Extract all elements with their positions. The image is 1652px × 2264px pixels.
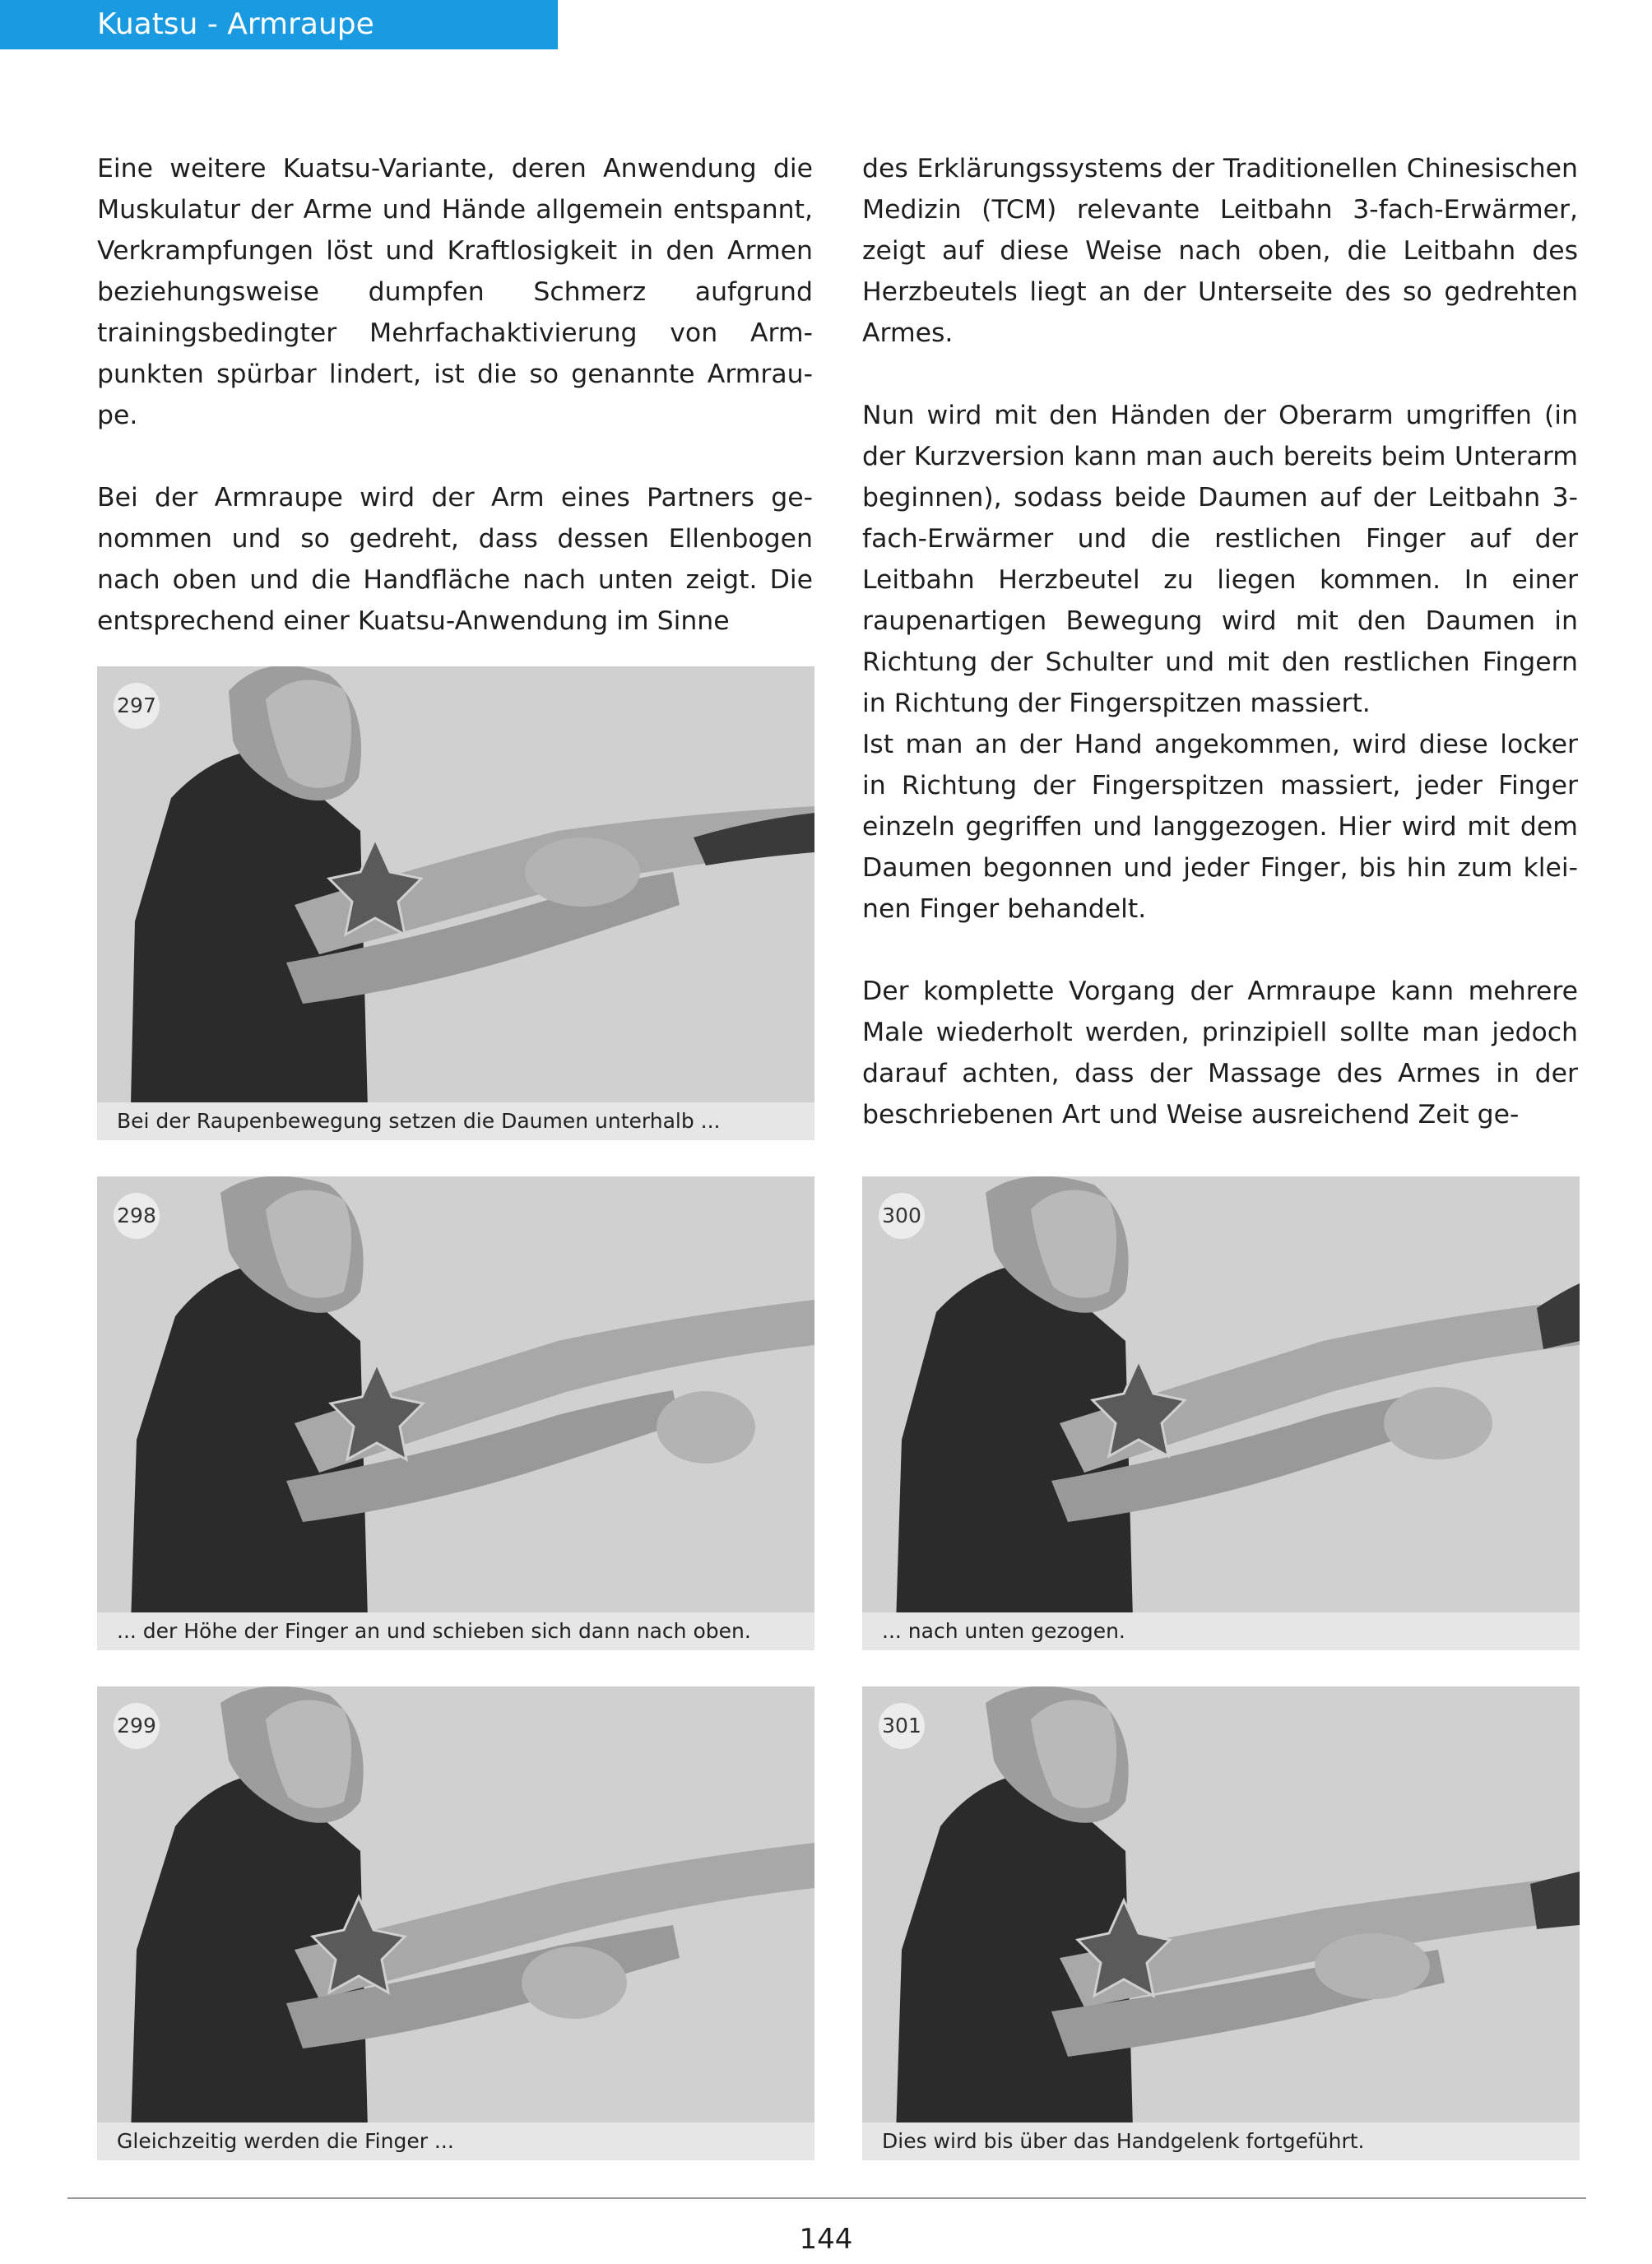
- paragraph: Bei der Armraupe wird der Arm eines Partners genommen und so gedreht, dass dessen Ellenbogen nach oben und die Handfläche nach unten zeigt. Die entsprechend einer Kuatsu-Anwendung im Sinne: [97, 483, 813, 636]
- figure-caption: Dies wird bis über das Handgelenk fortgeführt.: [862, 2122, 1580, 2160]
- footer-divider: [67, 2197, 1586, 2199]
- figure-number-badge: 301: [879, 1703, 925, 1749]
- photo-armraupe: [862, 1176, 1580, 1650]
- paragraph: Der komplette Vorgang der Armraupe kann mehrere Male wiederholt werden, prinzipiell sollte man jedoch darauf achten, dass der Massage des Armes in der beschriebenen Art und Weise ausreichend Zeit ge-: [862, 977, 1578, 1130]
- paragraph: des Erklärungssystems der Traditionellen Chinesischen Medizin (TCM) relevante Leitbahn 3-fach-Erwärmer, zeigt auf diese Weise nach oben, die Leitbahn des Herzbeutels liegt an der Unterseite des so gedrehten Armes.: [862, 154, 1578, 348]
- paragraph: Nun wird mit den Händen der Oberarm umgriffen (in der Kurzversion kann man auch bereits beim Unterarm beginnen), sodass beide Daumen auf der Leitbahn 3-fach-Erwärmer und die restlichen Finger auf der Leitbahn Herzbeutel zu liegen kommen. In einer raupenartigen Bewegung wird mit den Daumen in Richtung der Schulter und mit den restlichen Fingern in Richtung der Fingerspitzen massiert.: [862, 401, 1578, 718]
- figure-number-badge: 298: [114, 1193, 160, 1239]
- figure-300: [862, 1176, 1580, 1650]
- figure-297: [97, 666, 814, 1140]
- photo-armraupe: [97, 666, 814, 1140]
- paragraph: Eine weitere Kuatsu-Variante, deren Anwendung die Muskulatur der Arme und Hände allgemein entspannt, Verkrampfungen löst und Kraftlosigkeit in den Armen beziehungsweise dumpfen Schmerz aufgrund trainingsbedingter Mehrfachaktivierung von Armpunkten spürbar lindert, ist die so genannte Armraupe.: [97, 154, 813, 430]
- figure-caption: Gleichzeitig werden die Finger ...: [97, 2122, 814, 2160]
- figure-number-badge: 300: [879, 1193, 925, 1239]
- figure-caption: ... der Höhe der Finger an und schieben sich dann nach oben.: [97, 1612, 814, 1650]
- figure-301: [862, 1686, 1580, 2160]
- figure-299: [97, 1686, 814, 2160]
- photo-armraupe: [862, 1686, 1580, 2160]
- photo-armraupe: [97, 1686, 814, 2160]
- left-text-column: [97, 148, 813, 642]
- figure-number-badge: 297: [114, 683, 160, 729]
- paragraph: Ist man an der Hand angekommen, wird diese locker in Richtung der Fingerspitzen massiert, jeder Finger einzeln gegriffen und langgezogen. Hier wird mit dem Daumen begonnen und jeder Finger, bis hin zum kleinen Finger behandelt.: [862, 730, 1578, 924]
- chapter-title: Kuatsu - Armraupe: [97, 7, 374, 41]
- page-number: 144: [799, 2223, 853, 2256]
- photo-armraupe: [97, 1176, 814, 1650]
- figure-caption: Bei der Raupenbewegung setzen die Daumen unterhalb ...: [97, 1102, 814, 1140]
- figure-caption: ... nach unten gezogen.: [862, 1612, 1580, 1650]
- figure-number-badge: 299: [114, 1703, 160, 1749]
- right-text-column: [862, 148, 1578, 1135]
- figure-298: [97, 1176, 814, 1650]
